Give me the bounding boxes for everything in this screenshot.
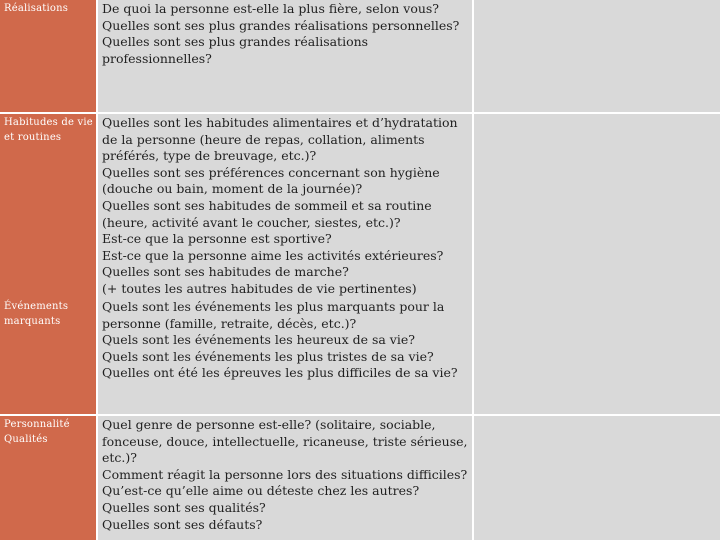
- notes-text: [474, 114, 720, 115]
- row-label: Réalisations: [4, 3, 69, 14]
- questions-text: Quelles sont les habitudes alimentaires et d’hydratation de la personne (heure de repas, collation, aliments préférés, type de breuvage, etc.)? Quelles sont ses préférences concernant son hygiène (douche ou bain, moment de la journée)? Quelles sont ses habitudes de sommeil et sa routine (heure, activité avant le coucher, siestes, etc.)? Est-ce que la personne est sportive? Est-ce que la personne aime les activités extérieures? Quelles sont ses habitudes de marche? (+ toutes les autres habitudes de vie pertinentes): [102, 115, 458, 296]
- notes-text: [474, 0, 720, 1]
- questions-cell: [98, 416, 472, 540]
- table-row: [0, 114, 720, 298]
- row-label: Personnalité Qualités: [4, 419, 70, 445]
- table-row: [0, 298, 720, 414]
- notes-text: [474, 416, 720, 417]
- notes-cell[interactable]: [474, 0, 720, 112]
- table-row: [0, 0, 720, 112]
- questions-text: Quel genre de personne est-elle? (solitaire, sociable, fonceuse, douce, intellectuelle, ricaneuse, triste sérieuse, etc.)? Comment réagit la personne lors des situations difficiles? Qu’est-ce qu’elle aime ou déteste chez les autres? Quelles sont ses qualités? Quelles sont ses défauts?: [102, 417, 468, 532]
- row-label: Habitudes de vie et routines: [4, 117, 93, 143]
- notes-cell[interactable]: [474, 416, 720, 540]
- row-label-cell: [0, 0, 96, 112]
- questions-cell: [98, 298, 472, 414]
- row-label: Événements marquants: [4, 301, 69, 327]
- notes-text: [474, 298, 720, 299]
- notes-cell[interactable]: [474, 298, 720, 414]
- questions-cell: [98, 114, 472, 298]
- table-row: [0, 416, 720, 540]
- row-label-cell: [0, 298, 96, 414]
- row-label-cell: [0, 114, 96, 298]
- questions-text: Quels sont les événements les plus marquants pour la personne (famille, retraite, décès, etc.)? Quels sont les événements les heureux de sa vie? Quels sont les événements les plus tristes de sa vie? Quelles ont été les épreuves les plus difficiles de sa vie?: [102, 299, 458, 381]
- questions-text: De quoi la personne est-elle la plus fière, selon vous? Quelles sont ses plus grandes réalisations personnelles? Quelles sont ses plus grandes réalisations professionnelles?: [102, 1, 460, 66]
- notes-cell[interactable]: [474, 114, 720, 298]
- row-label-cell: [0, 416, 96, 540]
- questions-cell: [98, 0, 472, 112]
